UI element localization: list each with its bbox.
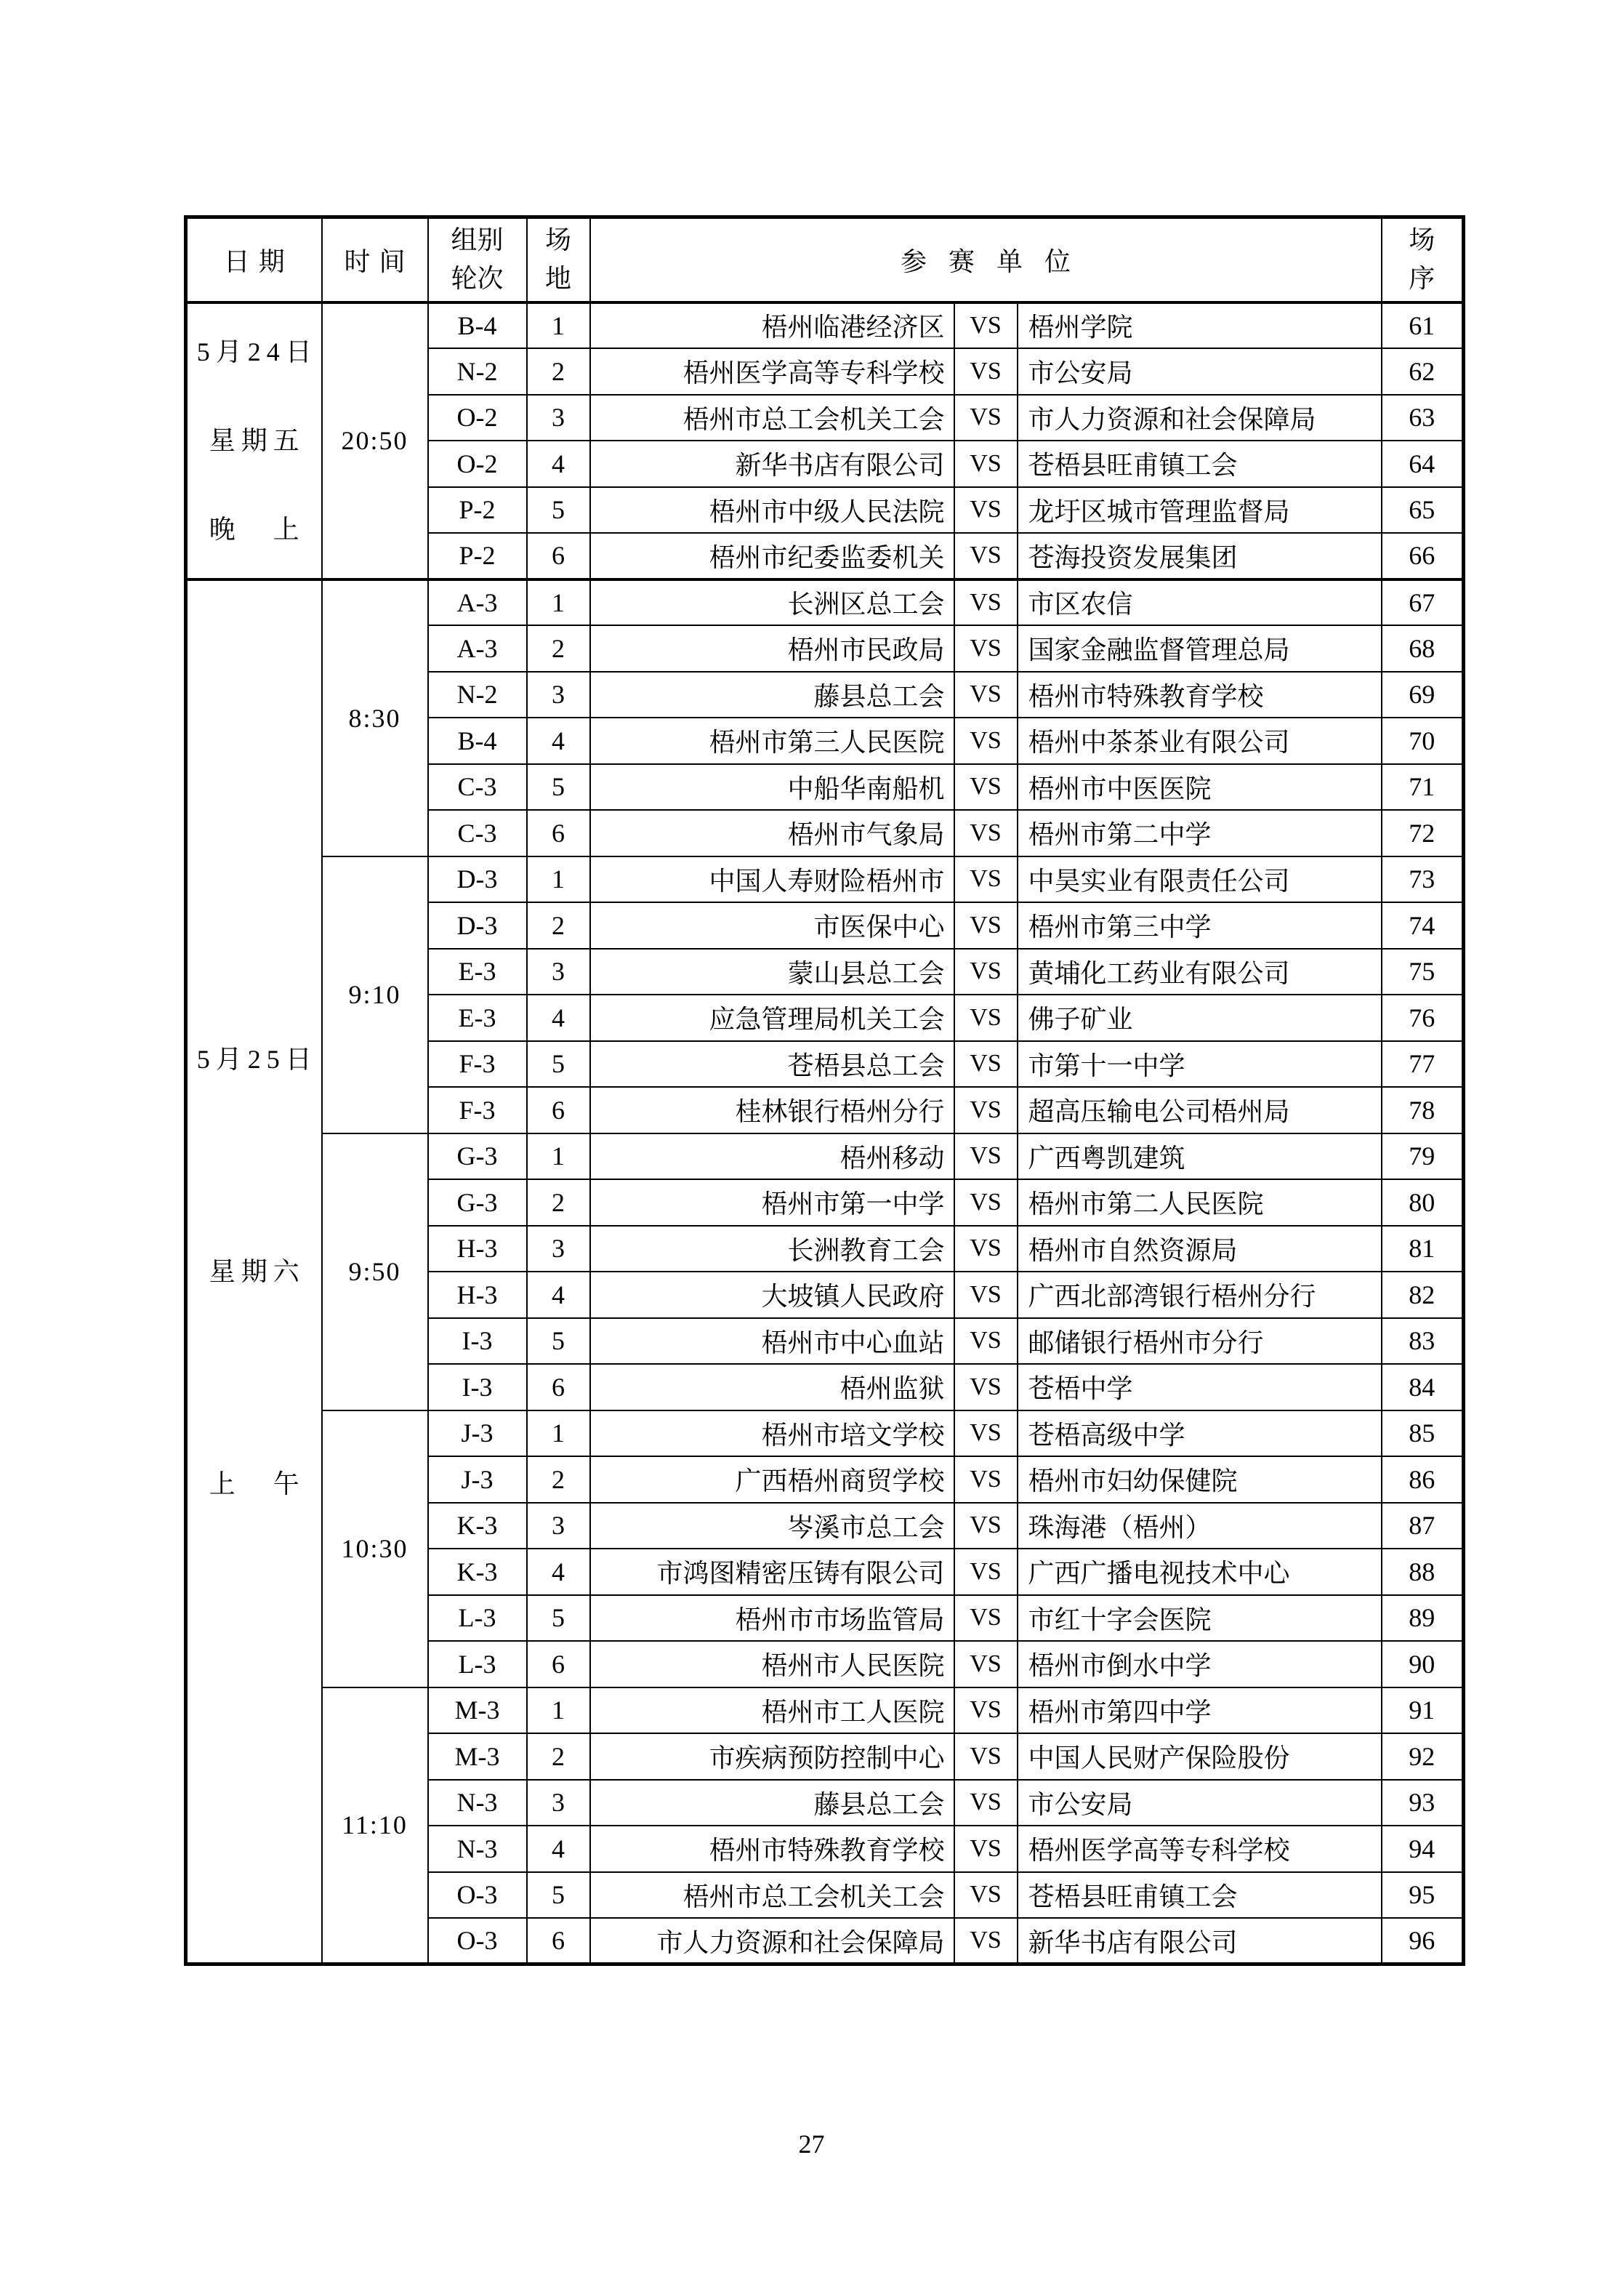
venue-cell: 5 (527, 487, 590, 534)
match-order-cell: 92 (1382, 1733, 1464, 1780)
match-order-cell: 96 (1382, 1918, 1464, 1964)
time-cell: 20:50 (322, 302, 428, 579)
vs-label: VS (954, 348, 1018, 395)
home-team-cell: 梧州移动 (590, 1133, 954, 1180)
away-team-cell: 广西粤凯建筑 (1018, 1133, 1382, 1180)
time-cell: 11:10 (322, 1687, 428, 1964)
home-team-cell: 应急管理局机关工会 (590, 995, 954, 1041)
date-cell (186, 579, 322, 1964)
match-order-cell: 87 (1382, 1503, 1464, 1549)
match-order-cell: 86 (1382, 1456, 1464, 1503)
match-row (186, 1687, 1464, 1734)
away-team-cell: 梧州市第二中学 (1018, 810, 1382, 856)
group-round-cell: M-3 (428, 1733, 527, 1780)
match-order-cell: 95 (1382, 1872, 1464, 1919)
match-order-cell: 63 (1382, 395, 1464, 441)
vs-label: VS (954, 1733, 1018, 1780)
venue-cell: 1 (527, 1133, 590, 1180)
group-round-cell: N-3 (428, 1780, 527, 1826)
away-team-cell: 中国人民财产保险股份 (1018, 1733, 1382, 1780)
home-team-cell: 梧州市总工会机关工会 (590, 395, 954, 441)
vs-label: VS (954, 1549, 1018, 1595)
venue-cell: 2 (527, 1179, 590, 1226)
home-team-cell: 梧州市人民医院 (590, 1641, 954, 1687)
match-order-cell: 72 (1382, 810, 1464, 856)
group-round-cell: J-3 (428, 1410, 527, 1457)
vs-label: VS (954, 1918, 1018, 1964)
header-venue-line2: 地 (544, 264, 571, 294)
time-cell: 8:30 (322, 579, 428, 856)
header-date: 日期 (186, 217, 322, 302)
vs-label: VS (954, 1780, 1018, 1826)
date-line: 星期五 (209, 426, 305, 455)
date-line: 5月24日 (196, 337, 318, 366)
group-round-cell: G-3 (428, 1179, 527, 1226)
match-order-cell: 93 (1382, 1780, 1464, 1826)
home-team-cell: 岑溪市总工会 (590, 1503, 954, 1549)
home-team-cell: 市医保中心 (590, 902, 954, 949)
away-team-cell: 广西北部湾银行梧州分行 (1018, 1272, 1382, 1318)
vs-label: VS (954, 1687, 1018, 1734)
vs-label: VS (954, 1826, 1018, 1872)
away-team-cell: 梧州市第四中学 (1018, 1687, 1382, 1734)
group-round-cell: O-3 (428, 1918, 527, 1964)
match-order-cell: 77 (1382, 1041, 1464, 1088)
venue-cell: 6 (527, 1364, 590, 1410)
match-order-cell: 83 (1382, 1318, 1464, 1365)
vs-label: VS (954, 1087, 1018, 1133)
away-team-cell: 新华书店有限公司 (1018, 1918, 1382, 1964)
vs-label: VS (954, 1179, 1018, 1226)
header-order-line1: 场 (1409, 225, 1435, 255)
venue-cell: 2 (527, 625, 590, 672)
home-team-cell: 桂林银行梧州分行 (590, 1087, 954, 1133)
home-team-cell: 梧州市培文学校 (590, 1410, 954, 1457)
vs-label: VS (954, 949, 1018, 995)
schedule-table (184, 215, 1465, 1966)
home-team-cell: 蒙山县总工会 (590, 949, 954, 995)
home-team-cell: 梧州临港经济区 (590, 302, 954, 349)
match-order-cell: 78 (1382, 1087, 1464, 1133)
group-round-cell: O-2 (428, 441, 527, 487)
match-order-cell: 91 (1382, 1687, 1464, 1734)
venue-cell: 1 (527, 1410, 590, 1457)
time-cell: 9:50 (322, 1133, 428, 1410)
header-venue-line1: 场 (544, 225, 571, 255)
venue-cell: 2 (527, 348, 590, 395)
away-team-cell: 市第十一中学 (1018, 1041, 1382, 1088)
match-order-cell: 66 (1382, 533, 1464, 579)
home-team-cell: 藤县总工会 (590, 672, 954, 718)
away-team-cell: 广西广播电视技术中心 (1018, 1549, 1382, 1595)
away-team-cell: 苍梧高级中学 (1018, 1410, 1382, 1457)
away-team-cell: 梧州市中医医院 (1018, 764, 1382, 811)
home-team-cell: 藤县总工会 (590, 1780, 954, 1826)
date-stack (188, 1043, 321, 1500)
match-row (186, 856, 1464, 903)
vs-label: VS (954, 1456, 1018, 1503)
venue-cell: 3 (527, 1226, 590, 1272)
group-round-cell: O-3 (428, 1872, 527, 1919)
group-round-cell: L-3 (428, 1641, 527, 1687)
group-round-cell: I-3 (428, 1318, 527, 1365)
venue-cell: 1 (527, 856, 590, 903)
away-team-cell: 苍梧县旺甫镇工会 (1018, 1872, 1382, 1919)
venue-cell: 6 (527, 810, 590, 856)
venue-cell: 5 (527, 1872, 590, 1919)
vs-label: VS (954, 1226, 1018, 1272)
venue-cell: 3 (527, 949, 590, 995)
header-venue (527, 217, 590, 302)
date-line: 星期六 (209, 1256, 305, 1286)
header-teams: 参赛单位 (590, 217, 1382, 302)
away-team-cell: 梧州市倒水中学 (1018, 1641, 1382, 1687)
home-team-cell: 梧州市中级人民法院 (590, 487, 954, 534)
away-team-cell: 邮储银行梧州市分行 (1018, 1318, 1382, 1365)
header-group-round (428, 217, 527, 302)
match-order-cell: 73 (1382, 856, 1464, 903)
venue-cell: 3 (527, 395, 590, 441)
vs-label: VS (954, 995, 1018, 1041)
vs-label: VS (954, 1364, 1018, 1410)
home-team-cell: 广西梧州商贸学校 (590, 1456, 954, 1503)
match-order-cell: 84 (1382, 1364, 1464, 1410)
away-team-cell: 梧州市第二人民医院 (1018, 1179, 1382, 1226)
venue-cell: 3 (527, 1503, 590, 1549)
away-team-cell: 梧州中茶茶业有限公司 (1018, 718, 1382, 764)
vs-label: VS (954, 856, 1018, 903)
group-round-cell: B-4 (428, 718, 527, 764)
venue-cell: 5 (527, 764, 590, 811)
group-round-cell: K-3 (428, 1549, 527, 1595)
home-team-cell: 大坡镇人民政府 (590, 1272, 954, 1318)
home-team-cell: 梧州市特殊教育学校 (590, 1826, 954, 1872)
group-round-cell: A-3 (428, 579, 527, 626)
away-team-cell: 国家金融监督管理总局 (1018, 625, 1382, 672)
match-order-cell: 68 (1382, 625, 1464, 672)
home-team-cell: 中船华南船机 (590, 764, 954, 811)
home-team-cell: 梧州市纪委监委机关 (590, 533, 954, 579)
home-team-cell: 梧州市中心血站 (590, 1318, 954, 1365)
group-round-cell: E-3 (428, 949, 527, 995)
group-round-cell: I-3 (428, 1364, 527, 1410)
match-order-cell: 65 (1382, 487, 1464, 534)
group-round-cell: F-3 (428, 1041, 527, 1088)
vs-label: VS (954, 1503, 1018, 1549)
venue-cell: 1 (527, 579, 590, 626)
group-round-cell: P-2 (428, 533, 527, 579)
away-team-cell: 市公安局 (1018, 348, 1382, 395)
home-team-cell: 梧州市第一中学 (590, 1179, 954, 1226)
vs-label: VS (954, 1272, 1018, 1318)
header-row (186, 217, 1464, 302)
match-row (186, 579, 1464, 626)
page-number: 27 (798, 2130, 825, 2159)
match-order-cell: 71 (1382, 764, 1464, 811)
match-row (186, 302, 1464, 349)
vs-label: VS (954, 764, 1018, 811)
venue-cell: 2 (527, 1733, 590, 1780)
home-team-cell: 市人力资源和社会保障局 (590, 1918, 954, 1964)
date-stack (188, 336, 321, 545)
venue-cell: 4 (527, 995, 590, 1041)
away-team-cell: 市红十字会医院 (1018, 1595, 1382, 1642)
venue-cell: 6 (527, 1641, 590, 1687)
match-order-cell: 94 (1382, 1826, 1464, 1872)
home-team-cell: 苍梧县总工会 (590, 1041, 954, 1088)
vs-label: VS (954, 533, 1018, 579)
home-team-cell: 长洲教育工会 (590, 1226, 954, 1272)
home-team-cell: 梧州市第三人民医院 (590, 718, 954, 764)
vs-label: VS (954, 487, 1018, 534)
away-team-cell: 苍梧县旺甫镇工会 (1018, 441, 1382, 487)
match-row (186, 1133, 1464, 1180)
vs-label: VS (954, 302, 1018, 349)
away-team-cell: 苍海投资发展集团 (1018, 533, 1382, 579)
venue-cell: 4 (527, 718, 590, 764)
match-order-cell: 82 (1382, 1272, 1464, 1318)
away-team-cell: 黄埔化工药业有限公司 (1018, 949, 1382, 995)
group-round-cell: D-3 (428, 856, 527, 903)
schedule-table-body (186, 302, 1464, 1964)
group-round-cell: N-2 (428, 672, 527, 718)
venue-cell: 5 (527, 1041, 590, 1088)
group-round-cell: C-3 (428, 764, 527, 811)
vs-label: VS (954, 718, 1018, 764)
match-order-cell: 76 (1382, 995, 1464, 1041)
vs-label: VS (954, 672, 1018, 718)
venue-cell: 4 (527, 441, 590, 487)
time-cell: 10:30 (322, 1410, 428, 1687)
home-team-cell: 市鸿图精密压铸有限公司 (590, 1549, 954, 1595)
match-row (186, 1410, 1464, 1457)
date-cell (186, 302, 322, 579)
header-group-line2: 轮次 (451, 264, 504, 294)
group-round-cell: L-3 (428, 1595, 527, 1642)
match-order-cell: 90 (1382, 1641, 1464, 1687)
match-order-cell: 62 (1382, 348, 1464, 395)
vs-label: VS (954, 1318, 1018, 1365)
home-team-cell: 梧州市民政局 (590, 625, 954, 672)
match-order-cell: 74 (1382, 902, 1464, 949)
vs-label: VS (954, 579, 1018, 626)
vs-label: VS (954, 1041, 1018, 1088)
vs-label: VS (954, 1410, 1018, 1457)
match-order-cell: 67 (1382, 579, 1464, 626)
venue-cell: 3 (527, 672, 590, 718)
group-round-cell: J-3 (428, 1456, 527, 1503)
venue-cell: 4 (527, 1272, 590, 1318)
venue-cell: 5 (527, 1595, 590, 1642)
match-order-cell: 85 (1382, 1410, 1464, 1457)
vs-label: VS (954, 625, 1018, 672)
group-round-cell: P-2 (428, 487, 527, 534)
away-team-cell: 市区农信 (1018, 579, 1382, 626)
group-round-cell: O-2 (428, 395, 527, 441)
home-team-cell: 中国人寿财险梧州市 (590, 856, 954, 903)
group-round-cell: N-3 (428, 1826, 527, 1872)
date-line: 晚 上 (209, 515, 305, 544)
group-round-cell: A-3 (428, 625, 527, 672)
match-order-cell: 61 (1382, 302, 1464, 349)
away-team-cell: 市人力资源和社会保障局 (1018, 395, 1382, 441)
match-order-cell: 70 (1382, 718, 1464, 764)
group-round-cell: N-2 (428, 348, 527, 395)
vs-label: VS (954, 441, 1018, 487)
date-line: 上 午 (209, 1469, 305, 1498)
vs-label: VS (954, 1872, 1018, 1919)
venue-cell: 2 (527, 1456, 590, 1503)
venue-cell: 2 (527, 902, 590, 949)
home-team-cell: 梧州监狱 (590, 1364, 954, 1410)
group-round-cell: H-3 (428, 1272, 527, 1318)
group-round-cell: G-3 (428, 1133, 527, 1180)
home-team-cell: 市疾病预防控制中心 (590, 1733, 954, 1780)
header-match-order (1382, 217, 1464, 302)
away-team-cell: 市公安局 (1018, 1780, 1382, 1826)
vs-label: VS (954, 1641, 1018, 1687)
away-team-cell: 中昊实业有限责任公司 (1018, 856, 1382, 903)
away-team-cell: 梧州市特殊教育学校 (1018, 672, 1382, 718)
away-team-cell: 梧州医学高等专科学校 (1018, 1826, 1382, 1872)
venue-cell: 1 (527, 1687, 590, 1734)
group-round-cell: D-3 (428, 902, 527, 949)
venue-cell: 1 (527, 302, 590, 349)
away-team-cell: 梧州市自然资源局 (1018, 1226, 1382, 1272)
match-order-cell: 79 (1382, 1133, 1464, 1180)
match-order-cell: 80 (1382, 1179, 1464, 1226)
away-team-cell: 龙圩区城市管理监督局 (1018, 487, 1382, 534)
vs-label: VS (954, 1595, 1018, 1642)
venue-cell: 4 (527, 1826, 590, 1872)
home-team-cell: 梧州市气象局 (590, 810, 954, 856)
match-order-cell: 88 (1382, 1549, 1464, 1595)
venue-cell: 5 (527, 1318, 590, 1365)
date-line: 5月25日 (196, 1044, 318, 1074)
venue-cell: 4 (527, 1549, 590, 1595)
home-team-cell: 梧州医学高等专科学校 (590, 348, 954, 395)
away-team-cell: 佛子矿业 (1018, 995, 1382, 1041)
group-round-cell: M-3 (428, 1687, 527, 1734)
vs-label: VS (954, 395, 1018, 441)
away-team-cell: 梧州学院 (1018, 302, 1382, 349)
group-round-cell: B-4 (428, 302, 527, 349)
group-round-cell: C-3 (428, 810, 527, 856)
group-round-cell: H-3 (428, 1226, 527, 1272)
venue-cell: 6 (527, 533, 590, 579)
home-team-cell: 长洲区总工会 (590, 579, 954, 626)
match-order-cell: 89 (1382, 1595, 1464, 1642)
away-team-cell: 苍梧中学 (1018, 1364, 1382, 1410)
match-order-cell: 69 (1382, 672, 1464, 718)
match-order-cell: 75 (1382, 949, 1464, 995)
header-order-line2: 序 (1409, 264, 1435, 294)
group-round-cell: K-3 (428, 1503, 527, 1549)
away-team-cell: 珠海港（梧州） (1018, 1503, 1382, 1549)
home-team-cell: 梧州市总工会机关工会 (590, 1872, 954, 1919)
home-team-cell: 梧州市市场监管局 (590, 1595, 954, 1642)
time-cell: 9:10 (322, 856, 428, 1133)
group-round-cell: F-3 (428, 1087, 527, 1133)
header-group-line1: 组别 (451, 225, 504, 255)
away-team-cell: 梧州市第三中学 (1018, 902, 1382, 949)
match-order-cell: 64 (1382, 441, 1464, 487)
vs-label: VS (954, 1133, 1018, 1180)
away-team-cell: 超高压输电公司梧州局 (1018, 1087, 1382, 1133)
vs-label: VS (954, 810, 1018, 856)
vs-label: VS (954, 902, 1018, 949)
venue-cell: 6 (527, 1087, 590, 1133)
table-header (186, 217, 1464, 302)
home-team-cell: 梧州市工人医院 (590, 1687, 954, 1734)
venue-cell: 3 (527, 1780, 590, 1826)
match-order-cell: 81 (1382, 1226, 1464, 1272)
home-team-cell: 新华书店有限公司 (590, 441, 954, 487)
group-round-cell: E-3 (428, 995, 527, 1041)
header-time: 时间 (322, 217, 428, 302)
venue-cell: 6 (527, 1918, 590, 1964)
away-team-cell: 梧州市妇幼保健院 (1018, 1456, 1382, 1503)
